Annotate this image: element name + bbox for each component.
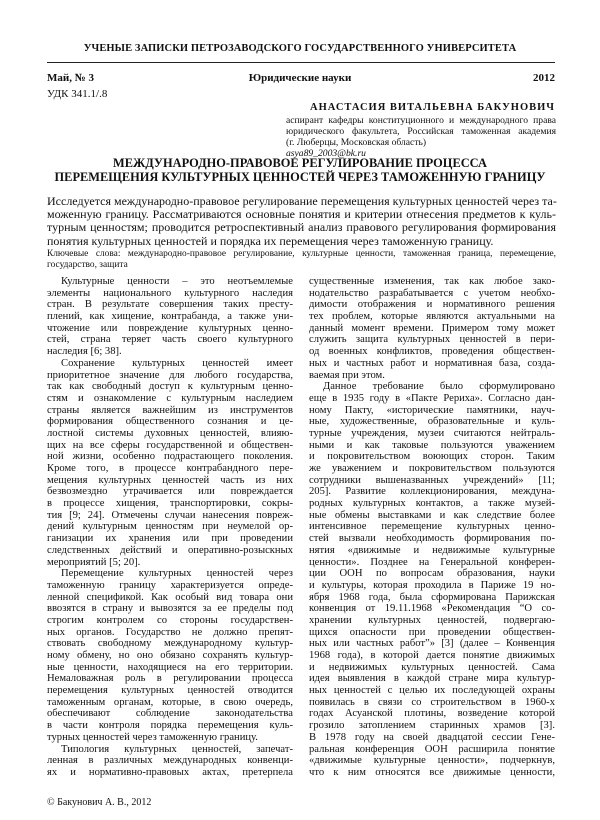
text-line: «движимые культурные ценности», подчеркнув,	[309, 755, 555, 767]
text-line: наследия [6; 38].	[47, 346, 122, 358]
text-line: Типология культурных ценностей, запечат-	[61, 743, 293, 755]
text-line: 205]. Развитие коллекционирования, междуна-	[309, 486, 555, 498]
body-column-left	[47, 276, 293, 779]
text-line: Перемещение культурных ценностей через	[61, 568, 293, 580]
text-line: безвозмездно утрачивается или повреждается	[47, 486, 293, 498]
text-line: годах Асуанской плотины, возведение которой	[309, 708, 555, 720]
text-line: же уважением и покровительством пользуются	[309, 463, 555, 474]
text-line: Сохранение культурных ценностей имеет	[61, 357, 293, 369]
paragraph	[47, 744, 293, 779]
text-line: нодательство разрабатывается с учетом необхо-	[309, 287, 555, 299]
text-line: ными и как таковые пользуются уважением	[309, 439, 555, 451]
text-line: димости отображения и нормативного решения	[309, 299, 555, 311]
abstract-line: понятия культурных ценностей и порядка их перемещения через таможенную границу.	[47, 233, 494, 248]
text-line: сотрудники вышеназванных учреждений» [11;	[309, 474, 555, 486]
text-line: служить защита культурных ценностей в пери-	[309, 334, 555, 346]
text-line: мероприятий [5; 20].	[47, 556, 141, 568]
title-line: ПЕРЕМЕЩЕНИЯ КУЛЬТУРНЫХ ЦЕННОСТЕЙ ЧЕРЕЗ ТАМОЖЕННУЮ ГРАНИЦУ	[54, 170, 546, 184]
paragraph	[47, 276, 293, 358]
text-line: турные учреждения, музеи считаются нейтраль-	[309, 427, 555, 439]
text-line: ленной спецификой. Как особый вид товара они	[47, 591, 293, 603]
title-line: МЕЖДУНАРОДНО-ПРАВОВОЕ РЕГУЛИРОВАНИЕ ПРОЦЕССА	[113, 156, 487, 170]
author-affiliation	[286, 115, 556, 159]
text-line: ных органов. Государство не должно препят-	[47, 626, 293, 638]
paragraph	[47, 358, 293, 568]
text-line: в части контроля порядка перемещения куль-	[47, 720, 293, 732]
body-column-right	[309, 276, 555, 779]
affiliation-line: аспирант кафедры конституционного и международного права	[286, 115, 556, 126]
header-divider	[47, 62, 555, 63]
keywords	[47, 249, 556, 270]
affiliation-line: юридического факультета, Российская таможенная академия	[286, 126, 556, 137]
text-line: ных или частных работ”» [3] (далее – Конвенция	[309, 638, 555, 650]
text-line: ганизации их хранения или при проведении	[47, 533, 293, 545]
text-line: ной жизни, особенно подрастающего поколения.	[47, 451, 293, 463]
abstract-line: Исследуется международно-правовое регулирование перемещения культурных ценностей через та-	[47, 194, 557, 208]
author-name: АНАСТАСИЯ ВИТАЛЬЕВНА БАКУНОВИЧ	[310, 102, 555, 113]
text-line: так как свободный доступ к культурным ценно-	[47, 381, 293, 393]
text-line: хранении культурных ценностей, подвергаю-	[309, 614, 555, 626]
text-line: в процессе хищения, транспортировки, сокры-	[47, 498, 293, 510]
text-line: приоритетное значение для любого государства,	[47, 369, 293, 381]
text-line: перемещения культурных ценностей отводится	[47, 685, 293, 697]
article-title	[0, 156, 600, 184]
text-line: ях и нормативно-правовых актах, претерпела	[47, 766, 293, 778]
text-line: стям и ознакомление с культурным наследием	[47, 392, 293, 404]
text-line: формирования общественного сознания и це-	[47, 416, 293, 428]
text-line: лостной системы духовных ценностей, влияю-	[47, 427, 293, 439]
text-line: данный момент времени. Примером тому может	[309, 322, 555, 334]
author-email[interactable]: asya89_2003@bk.ru	[286, 148, 366, 159]
text-line: конвенция от 19.11.1968 «Рекомендация “О со-	[309, 603, 555, 615]
text-line: стран. В результате совершения таких престу-	[47, 299, 293, 311]
text-line: ценности». Позднее на Генеральной конферен-	[309, 556, 555, 568]
abstract-line: турным ценностям; проводится ретроспективный анализ правового регулирования формирования	[47, 220, 556, 235]
text-line: ября 1968 года, была сформирована Парижская	[309, 591, 555, 603]
text-line: Культурные ценности – это неотъемлемые	[61, 276, 293, 287]
text-line: Немаловажная роль в регулировании процесса	[47, 673, 293, 685]
text-line: Данное требование было сформулировано	[323, 381, 555, 393]
text-line: стей вызвали необходимость формирования по-	[309, 533, 555, 545]
udk-code: УДК 341.1/.8	[47, 88, 108, 100]
text-line: существенные изменения, так как любое зако-	[309, 276, 555, 287]
keywords-line: государство, защита	[47, 259, 128, 270]
text-line: и недвижимых культурных ценностей. Сама	[309, 661, 555, 673]
paragraph	[47, 568, 293, 743]
paragraph	[309, 276, 555, 381]
text-line: ному Пакту, «исторические памятники, науч-	[309, 404, 555, 416]
text-line: ные ценности, находящиеся на его территории.	[47, 661, 293, 673]
text-line: чтожение или повреждение культурных ценно-	[47, 322, 293, 334]
journal-title: УЧЕНЫЕ ЗАПИСКИ ПЕТРОЗАВОДСКОГО ГОСУДАРСТВЕННОГО УНИВЕРСИТЕТА	[83, 43, 517, 54]
text-line: ствовать свободному международному культур-	[47, 638, 293, 650]
text-line: обеспечивают соблюдение законодательства	[47, 708, 293, 720]
issue-number: Май, № 3	[47, 72, 95, 84]
text-line: грозило затоплением старинных храмов [3].	[309, 720, 555, 732]
text-line: ному обмену, но оно обязано сохранять культур-	[47, 650, 293, 661]
text-line: щих на все сферы государственной и обществен-	[47, 439, 293, 451]
abstract	[47, 195, 556, 248]
text-line: и покровительством воюющих сторон. Таким	[309, 451, 555, 463]
text-line: ции ООН по вопросам образования, науки	[309, 568, 555, 580]
text-line: од военных конфликтов, проведения обществен-	[309, 346, 555, 358]
text-line: ввозятся в страну и вывозятся за ее пределы под	[47, 603, 293, 615]
text-line: строгим контролем со стороны государствен-	[47, 614, 293, 626]
text-line: интенсивное перемещение культурных ценно-	[309, 521, 555, 533]
text-line: ные обмены выставками и как следствие более	[309, 509, 555, 521]
abstract-line: моженную границу. Рассматриваются основные понятия и критерии отнесения предметов к куль-	[47, 207, 556, 222]
copyright-notice: © Бакунович А. В., 2012	[47, 797, 152, 808]
text-line: дений культурным ценностям при неумелой ор-	[47, 521, 293, 533]
text-line: ленная в различных международных конвенци-	[47, 755, 293, 767]
text-line: ных ценностей с целью их последующей охраны	[309, 685, 555, 697]
keywords-line: Ключевые слова: международно-правовое регулирование, культурные ценности, таможенная граница, перемещение,	[47, 249, 556, 259]
text-line: таможенную границу характеризуется опреде-	[47, 579, 293, 591]
text-line: следственных действий и оперативно-розыскных	[47, 544, 293, 556]
text-line: ваемая при этом.	[309, 369, 385, 381]
text-line: и культуры, которая проходила в Париже 19 но-	[309, 579, 555, 591]
text-line: мещения культурных ценностей часть из них	[47, 474, 293, 486]
text-line: стей, страна теряет часть своего культурного	[47, 334, 293, 346]
text-line: что к ним относятся все движимые ценности,	[309, 766, 555, 778]
text-line: появилась в связи со строительством в 1960-х	[309, 696, 555, 708]
text-line: еще в 1935 году в «Пакте Рериха». Согласно дан-	[309, 392, 555, 404]
text-line: страны является важнейшим из инструментов	[47, 404, 293, 416]
text-line: идея выявления в каждой стране мира культур-	[309, 673, 555, 685]
text-line: ных и частных работ и нормативная база, созда-	[309, 357, 555, 369]
paragraph	[309, 381, 555, 778]
year: 2012	[533, 72, 555, 84]
text-line: ные, художественные, образовательные и куль-	[309, 416, 555, 428]
text-line: тия [9; 24]. Отмечены случаи нанесения повреж-	[47, 509, 293, 521]
text-line: плений, как хищение, контрабанда, а также уни-	[47, 311, 293, 323]
text-line: Кроме того, в процессе контрабандного пере-	[47, 463, 293, 474]
text-line: родных культурных контактов, а также музей-	[309, 498, 555, 510]
text-line: нятия «движимые и недвижимые культурные	[309, 544, 555, 556]
text-line: В 1978 году на своей двадцатой сессии Гене-	[309, 731, 555, 743]
affiliation-line: (г. Люберцы, Московская область)	[286, 137, 427, 148]
text-line: тех проблем, которые являются актуальными на	[309, 311, 555, 323]
text-line: щихся опасности при проведении обществен-	[309, 626, 555, 638]
text-line: турных ценностей через таможенную границу.	[47, 731, 258, 743]
text-line: таможенным органам, которые, в свою очередь,	[47, 696, 293, 708]
text-line: 1968 года), в которой дается понятие движимых	[309, 650, 555, 661]
text-line: ральная конференция ООН расширила понятие	[309, 743, 555, 755]
section-name: Юридические науки	[248, 72, 352, 84]
text-line: элементы национального культурного наследия	[47, 287, 293, 299]
